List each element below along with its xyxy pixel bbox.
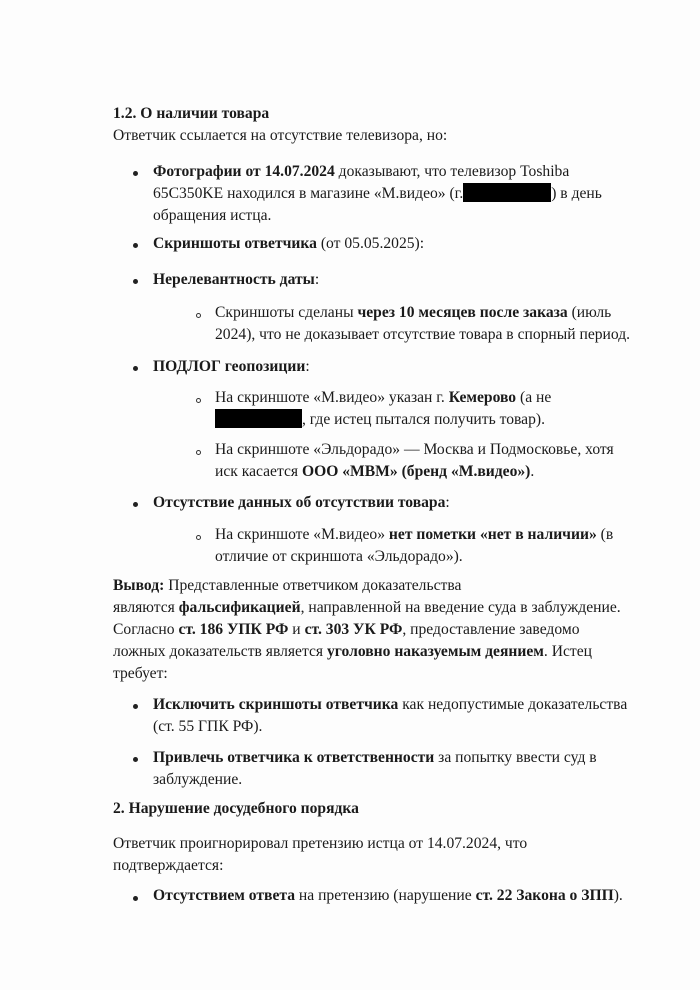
sub-bullet-marker: [196, 313, 201, 318]
section2-paragraph-line-1: Ответчик проигнорировал претензию истца от 14.07.2024, что: [113, 835, 528, 852]
bullet-marker: [133, 366, 138, 371]
section2-bullet-1: Отсутствием ответа на претензию (нарушение ст. 22 Закона о ЗПП).: [153, 887, 623, 904]
absence-sub-1: На скриншоте «М.видео» нет пометки «нет в наличии» (в: [215, 526, 614, 543]
conclusion-line-4: ложных доказательств является уголовно наказуемым деянием. Истец: [113, 643, 592, 660]
redaction-box: [463, 183, 551, 202]
forgery-sub-a1: На скриншоте «М.видео» указан г. Кемерово (а не: [215, 389, 552, 406]
demand-1-line-2: (ст. 55 ГПК РФ).: [153, 718, 263, 735]
irrelevance-item: Нерелевантность даты:: [153, 271, 320, 288]
conclusion-line-2: являются фальсификацией, направленной на введение суда в заблуждение.: [113, 599, 621, 616]
bullet-marker: [133, 757, 138, 762]
conclusion-line-1: Вывод: Представленные ответчиком доказательства: [113, 577, 462, 594]
sub-bullet-marker: [196, 398, 201, 403]
screenshots-item: Скриншоты ответчика (от 05.05.2025):: [153, 235, 425, 252]
bullet-marker: [133, 279, 138, 284]
demand-2-line-1: Привлечь ответчика к ответственности за попытку ввести суд в: [153, 749, 597, 766]
photos-line-1: Фотографии от 14.07.2024 доказывают, что телевизор Toshiba: [153, 163, 570, 180]
absence-item: Отсутствие данных об отсутствии товара:: [153, 494, 450, 511]
bullet-marker: [133, 896, 138, 901]
section-heading: 1.2. О наличии товара: [113, 105, 270, 122]
demand-2-line-2: заблуждение.: [153, 771, 243, 788]
section2-paragraph-line-2: подтверждается:: [113, 857, 224, 874]
bullet-marker: [133, 243, 138, 248]
conclusion-line-5: требует:: [113, 665, 168, 682]
photos-line-3: обращения истца.: [153, 207, 272, 224]
sub-bullet-marker: [196, 450, 201, 455]
demand-1-line-1: Исключить скриншоты ответчика как недопустимые доказательства: [153, 696, 628, 713]
forgery-sub-b1: На скриншоте «Эльдорадо» — Москва и Подмосковье, хотя: [215, 441, 614, 458]
photos-line-2: 65C350KE находился в магазине «М.видео» (г. ) в день: [153, 185, 602, 202]
section-heading: 2. Нарушение досудебного порядка: [113, 800, 359, 817]
irrelevance-sub-2: 2024), что не доказывает отсутствие товара в спорный период.: [215, 326, 631, 343]
forgery-sub-a2: , где истец пытался получить товар).: [215, 409, 545, 431]
bullet-marker: [133, 704, 138, 709]
forgery-item: ПОДЛОГ геопозиции:: [153, 358, 310, 375]
irrelevance-sub-1: Скриншоты сделаны через 10 месяцев после заказа (июль: [215, 304, 612, 321]
sub-bullet-marker: [196, 535, 201, 540]
redaction-box: [215, 409, 302, 428]
absence-sub-2: отличие от скриншота «Эльдорадо»).: [215, 548, 463, 565]
conclusion-line-3: Согласно ст. 186 УПК РФ и ст. 303 УК РФ, предоставление заведомо: [113, 621, 580, 638]
bullet-marker: [133, 171, 138, 176]
section-intro: Ответчик ссылается на отсутствие телевизора, но:: [113, 127, 448, 144]
forgery-sub-b2: иск касается ООО «МВМ» (бренд «М.видео»).: [215, 463, 535, 480]
bullet-marker: [133, 502, 138, 507]
